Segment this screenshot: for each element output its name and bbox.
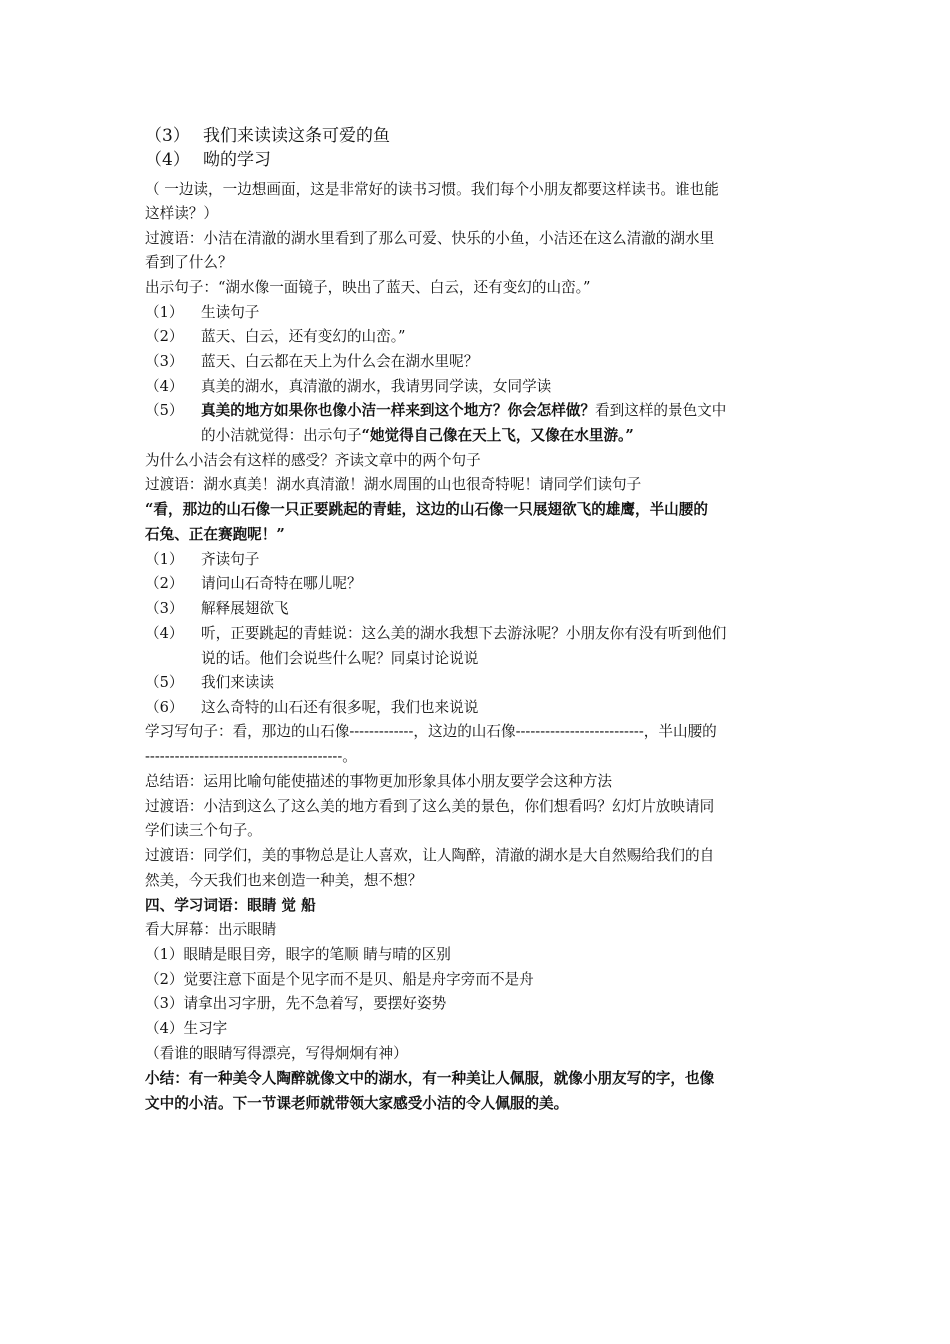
- paragraph-line: 然美，今天我们也来创造一种美，想不想？: [145, 872, 423, 889]
- conclusion: 小结：有一种美令人陶醉就像文中的湖水，有一种美让人佩服，就像小朋友写的字，也像: [145, 1070, 715, 1087]
- list-item: （4） 真美的湖水，真清澈的湖水，我请男同学读，女同学读: [145, 378, 552, 395]
- section-heading: 四、学习词语：眼睛 觉 船: [145, 897, 316, 914]
- list-item: （1） 生读句子: [145, 304, 260, 321]
- list-item: （3） 解释展翅欲飞: [145, 600, 289, 617]
- paragraph-line: 看大屏幕：出示眼睛: [145, 921, 277, 938]
- list-item: （6） 这么奇特的山石还有很多呢，我们也来说说: [145, 699, 479, 716]
- paragraph-line: （看谁的眼睛写得漂亮，写得炯炯有神）: [145, 1045, 408, 1062]
- paragraph-line: 学习写句子：看，那边的山石像-------------，这边的山石像--------------------------，半山腰的: [145, 723, 717, 740]
- paragraph-line: 过渡语：湖水真美！湖水真清澈！湖水周围的山也很奇特呢！请同学们读句子: [145, 476, 642, 493]
- list-item: （2）觉要注意下面是个见字而不是贝、船是舟字旁而不是舟: [145, 971, 534, 988]
- list-item: （4） 呦的学习: [145, 150, 271, 170]
- paragraph-line: 这样读？）: [145, 205, 218, 222]
- list-item: （3） 我们来读读这条可爱的鱼: [145, 126, 390, 146]
- paragraph-line: 学们读三个句子。: [145, 822, 262, 839]
- list-item: （4） 听，正要跳起的青蛙说：这么美的湖水我想下去游泳呢？小朋友你有没有听到他们: [145, 625, 727, 642]
- list-item: （5） 我们来读读: [145, 674, 274, 691]
- paragraph-line: 看到了什么？: [145, 254, 233, 271]
- list-item-continuation: 的小洁就觉得：出示句子“她觉得自己像在天上飞，又像在水里游。”: [201, 427, 634, 444]
- paragraph-line: 过渡语：小洁在清澈的湖水里看到了那么可爱、快乐的小鱼，小洁还在这么清澈的湖水里: [145, 230, 715, 247]
- paragraph-line: 出示句子：“湖水像一面镜子，映出了蓝天、白云，还有变幻的山峦。”: [145, 279, 591, 296]
- list-item: （2） 蓝天、白云，还有变幻的山峦。”: [145, 328, 406, 345]
- paragraph-line: 过渡语：同学们，美的事物总是让人喜欢，让人陶醉，清澈的湖水是大自然赐给我们的自: [145, 847, 715, 864]
- list-item: （5） 真美的地方如果你也像小洁一样来到这个地方？你会怎样做？看到这样的景色文中: [145, 402, 727, 419]
- list-item: （4）生习字: [145, 1020, 228, 1037]
- list-item: （3）请拿出习字册，先不急着写，要摆好姿势: [145, 995, 447, 1012]
- list-item: （3） 蓝天、白云都在天上为什么会在湖水里呢？: [145, 353, 479, 370]
- list-item: （1） 齐读句子: [145, 551, 260, 568]
- list-item: （2） 请问山石奇特在哪儿呢？: [145, 575, 362, 592]
- list-item: （1）眼睛是眼目旁，眼字的笔顺 睛与晴的区别: [145, 946, 451, 963]
- quoted-sentence: 石兔、正在赛跑呢！”: [145, 526, 285, 543]
- paragraph-line: 为什么小洁会有这样的感受？齐读文章中的两个句子: [145, 452, 481, 469]
- list-item-continuation: 说的话。他们会说些什么呢？同桌讨论说说: [201, 650, 479, 667]
- paragraph-line: ----------------------------------------。: [145, 748, 357, 765]
- paragraph-line: （ 一边读，一边想画面，这是非常好的读书习惯。我们每个小朋友都要这样读书。谁也能: [145, 181, 719, 198]
- paragraph-line: 总结语：运用比喻句能使描述的事物更加形象具体小朋友要学会这种方法: [145, 773, 613, 790]
- quoted-sentence: “看，那边的山石像一只正要跳起的青蛙，这边的山石像一只展翅欲飞的雄鹰，半山腰的: [145, 501, 708, 518]
- paragraph-line: 过渡语：小洁到这么了这么美的地方看到了这么美的景色，你们想看吗？幻灯片放映请同: [145, 798, 715, 815]
- conclusion: 文中的小洁。下一节课老师就带领大家感受小洁的令人佩服的美。: [145, 1095, 569, 1112]
